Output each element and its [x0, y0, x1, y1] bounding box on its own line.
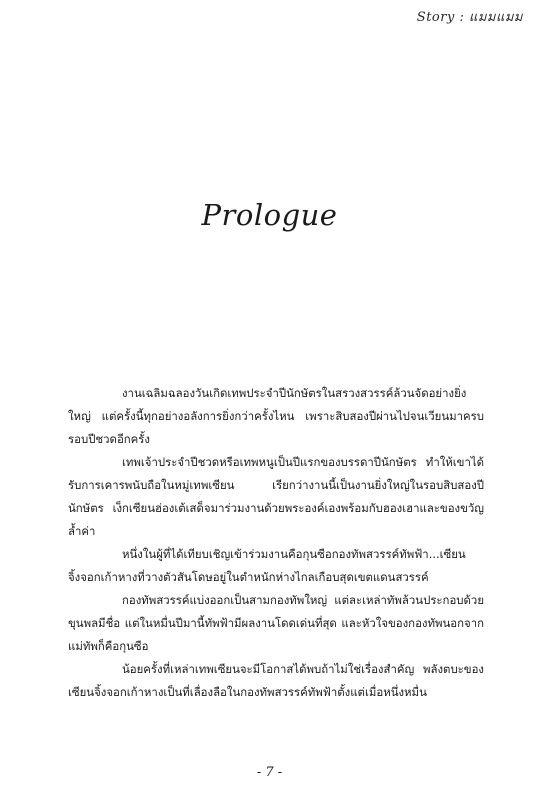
paragraph-4: กองทัพสวรรค์แบ่งออกเป็นสามกองทัพใหญ่ แต่ละเหล่าทัพล้วนประกอบด้วยขุนพลมีชื่อ แต่ในหมื่นปีมานี้ทัพฟ้ามีผลงานโดดเด่นที่สุด และหัวใจของกองทัพนอกจากแม่ทัพก็คือกุนซือ [68, 593, 484, 653]
story-header-label: Story : แมมแมม [416, 10, 523, 25]
page-number: - 7 - [256, 765, 283, 780]
paragraph-3: หนึ่งในผู้ที่ได้เทียบเชิญเข้าร่วมงานคือกุนซือกองทัพสวรรค์ทัพฟ้า...เซียนจิ้งจอกเก้าหางที่วางตัวสันโดษอยู่ในตำหนักห่างไกลเกือบสุดเขตแดนสวรรค์ [68, 547, 466, 584]
body-text [68, 382, 484, 704]
chapter-title: Prologue [201, 198, 338, 232]
paragraph-5: น้อยครั้งที่เหล่าเทพเซียนจะมีโอกาสได้พบถ้าไม่ใช่เรื่องสำคัญ พลังตบะของเซียนจิ้งจอกเก้าหางเป็นที่เลื่องลือในกองทัพสวรรค์ทัพฟ้าตั้งแต่เมื่อหนึ่งหมื่น [68, 662, 484, 699]
paragraph-1: งานเฉลิมฉลองวันเกิดเทพประจำปีนักษัตรในสรวงสวรรค์ล้วนจัดอย่างยิ่งใหญ่ แต่ครั้งนี้ทุกอย่างอลังการยิ่งกว่าครั้งไหน เพราะสิบสองปีผ่านไปจนเวียนมาครบรอบปีชวดอีกครั้ง [68, 386, 484, 446]
paragraph-2: เทพเจ้าประจำปีชวดหรือเทพหนูเป็นปีแรกของบรรดาปีนักษัตร ทำให้เขาได้รับการเคารพนับถือในหมู่เทพเซียน เรียกว่างานนี้เป็นงานยิ่งใหญ่ในรอบสิบสองปีนักษัตร เง็กเซียนฮ่องเต้เสด็จมาร่วมงานด้วยพระองค์เองพร้อมกับฮองเฮาและของขวัญล้ำค่า [68, 455, 484, 538]
